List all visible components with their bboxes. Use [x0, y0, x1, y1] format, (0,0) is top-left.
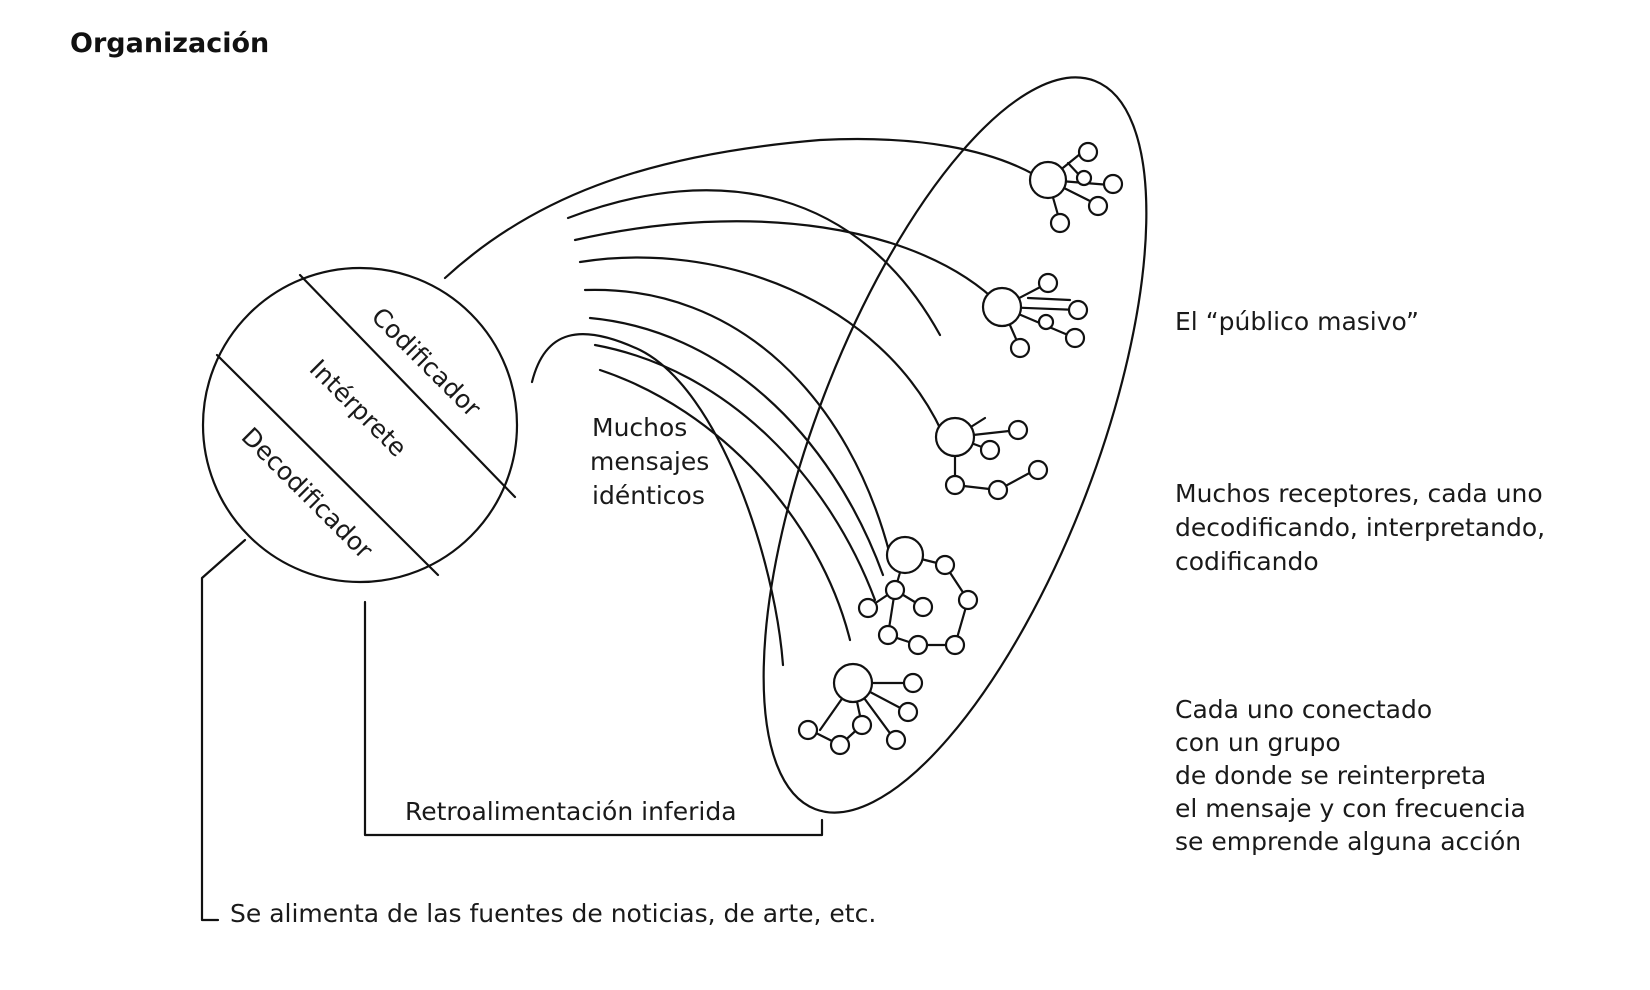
- svg-text:con un grupo: con un grupo: [1175, 728, 1341, 757]
- receiver-node: [887, 537, 923, 573]
- svg-text:decodificando, interpretando,: decodificando, interpretando,: [1175, 513, 1546, 542]
- receiver-group-5: [799, 664, 922, 754]
- svg-text:de donde se reinterpreta: de donde se reinterpreta: [1175, 761, 1487, 790]
- receiver-node: [936, 418, 974, 456]
- receiver-node: [834, 664, 872, 702]
- inputs-label: Se alimenta de las fuentes de noticias, de arte, etc.: [230, 899, 877, 928]
- svg-text:Muchos: Muchos: [592, 413, 688, 442]
- message-line: [568, 190, 940, 335]
- receiver-group-2: [983, 274, 1087, 357]
- role-encoder-label: Codificador: [365, 301, 487, 423]
- svg-text:Cada uno conectado: Cada uno conectado: [1175, 695, 1433, 724]
- svg-text:el mensaje y con frecuencia: el mensaje y con frecuencia: [1175, 794, 1526, 823]
- receiver-group-4: [859, 537, 977, 654]
- svg-text:codificando: codificando: [1175, 547, 1319, 576]
- svg-text:se emprende alguna acción: se emprende alguna acción: [1175, 827, 1522, 856]
- receiver-node: [1030, 162, 1066, 198]
- receiver-group-3: [936, 418, 1047, 499]
- page-title: Organización: [70, 28, 270, 59]
- role-interpreter-label: Intérprete: [303, 353, 413, 463]
- receivers-label: [1175, 479, 1545, 576]
- role-decoder-label: Decodificador: [235, 421, 379, 565]
- messages-label: [590, 413, 709, 510]
- svg-text:mensajes: mensajes: [590, 447, 710, 476]
- svg-text:Muchos receptores, cada uno: Muchos receptores, cada uno: [1175, 479, 1543, 508]
- feedback-label: Retroalimentación inferida: [405, 797, 737, 826]
- svg-text:idénticos: idénticos: [592, 481, 705, 510]
- inputs-bracket: [202, 540, 245, 920]
- audience-label: El “público masivo”: [1175, 307, 1419, 336]
- organization-circle: [203, 268, 517, 582]
- groups-label: [1175, 695, 1526, 856]
- message-funnel: [445, 139, 1035, 665]
- receiver-group-1: [1030, 143, 1122, 232]
- receiver-node: [983, 288, 1021, 326]
